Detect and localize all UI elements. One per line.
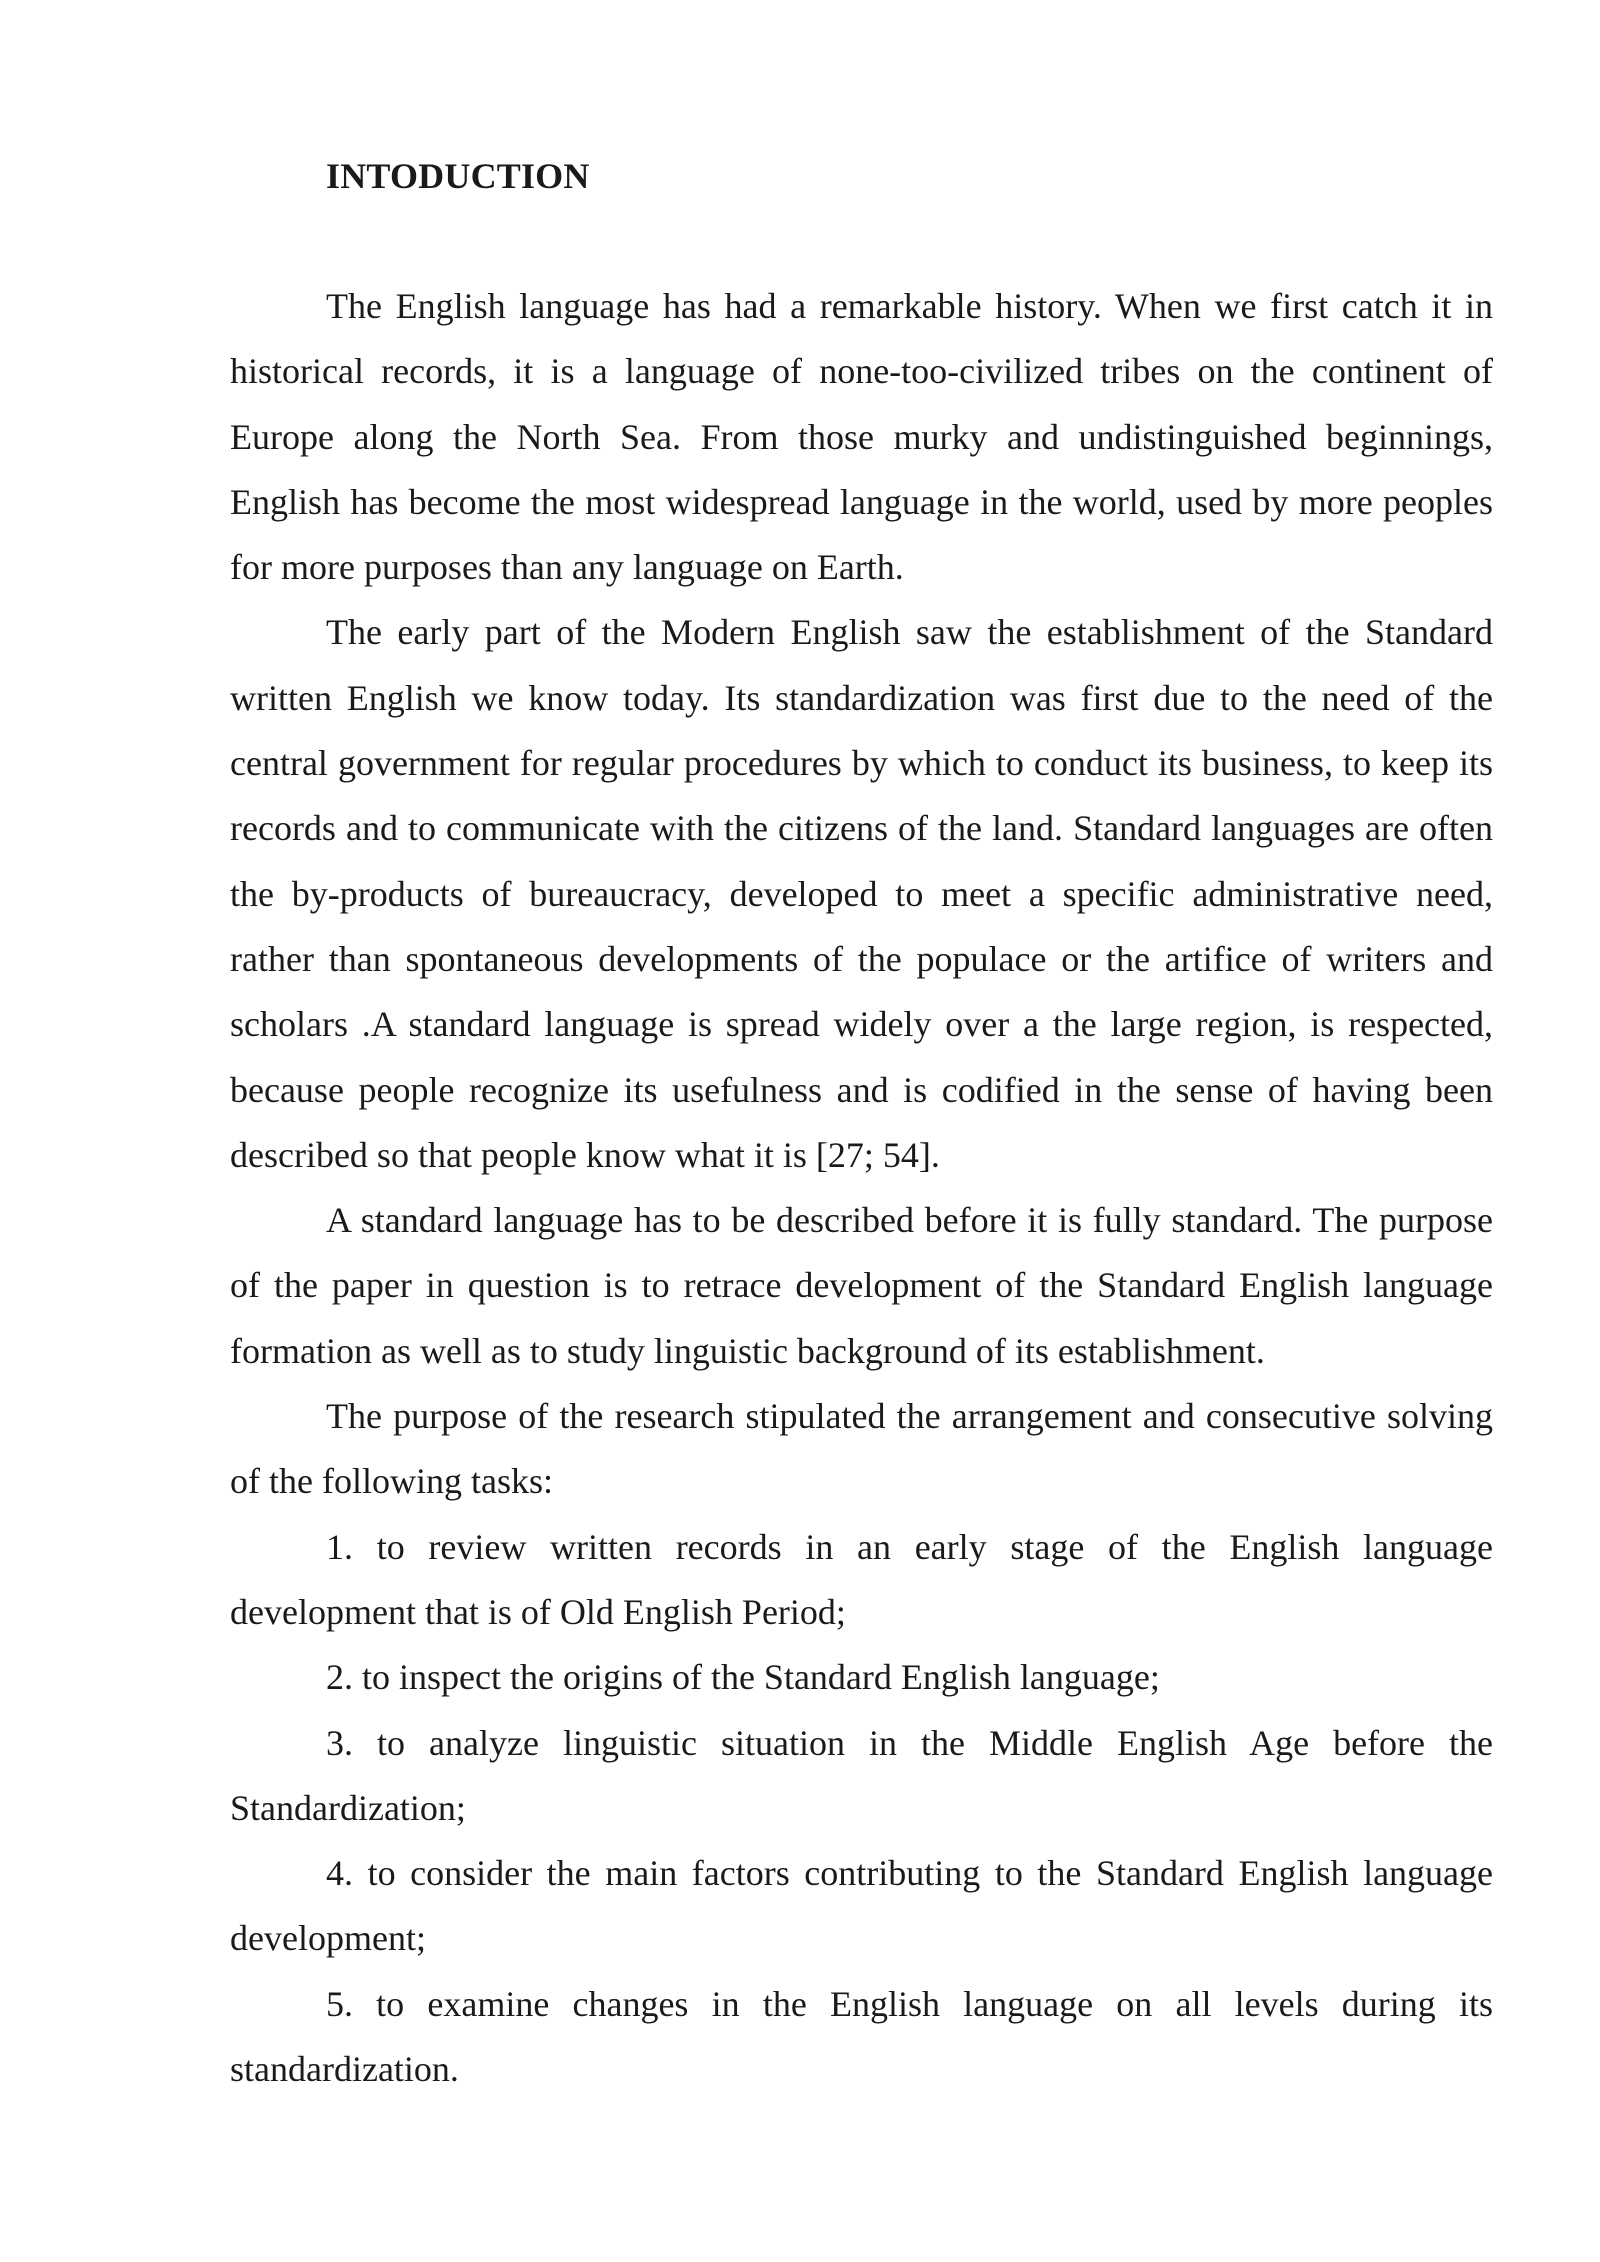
list-item-task-1: 1. to review written records in an early stage of the English language development that is of Old English Period; <box>230 1526 1493 1632</box>
list-item-task-2: 2. to inspect the origins of the Standard English language; <box>326 1657 1160 1698</box>
list-item-task-3: 3. to analyze linguistic situation in the Middle English Age before the Standardization; <box>230 1722 1493 1828</box>
list-item-task-5: 5. to examine changes in the English language on all levels during its standardization. <box>230 1983 1493 2090</box>
paragraph-tasks-intro: The purpose of the research stipulated the arrangement and consecutive solving of the following tasks: <box>230 1396 1493 1502</box>
paragraph-purpose: A standard language has to be described before it is fully standard. The purpose of the paper in question is to retrace development of the Standard English language formation as well as to study linguistic background of its establishment. <box>230 1200 1493 1371</box>
page-title: INTODUCTION <box>326 156 590 196</box>
paragraph-standardization: The early part of the Modern English saw the establishment of the Standard written English we know today. Its standardization was first due to the need of the central government for regular procedures by which to conduct its business, to keep its records and to communicate with the citizens of the land. Standard languages are often the by-products of bureaucracy, developed to meet a specific administrative need, rather than spontaneous developments of the populace or the artifice of writers and scholars .A standard language is spread widely over a the large region, is respected, because people recognize its usefulness and is codified in the sense of having been described so that people know what it is [27; 54]. <box>230 612 1493 1175</box>
paragraph-intro-history: The English language has had a remarkable history. When we first catch it in historical records, it is a language of none-too-civilized tribes on the continent of Europe along the North Sea. From those murky and undistinguished beginnings, English has become the most widespread language in the world, used by more peoples for more purposes than any language on Earth. <box>230 286 1493 588</box>
list-item-task-4: 4. to consider the main factors contributing to the Standard English language development; <box>230 1853 1493 1959</box>
document-page <box>230 150 1493 2102</box>
